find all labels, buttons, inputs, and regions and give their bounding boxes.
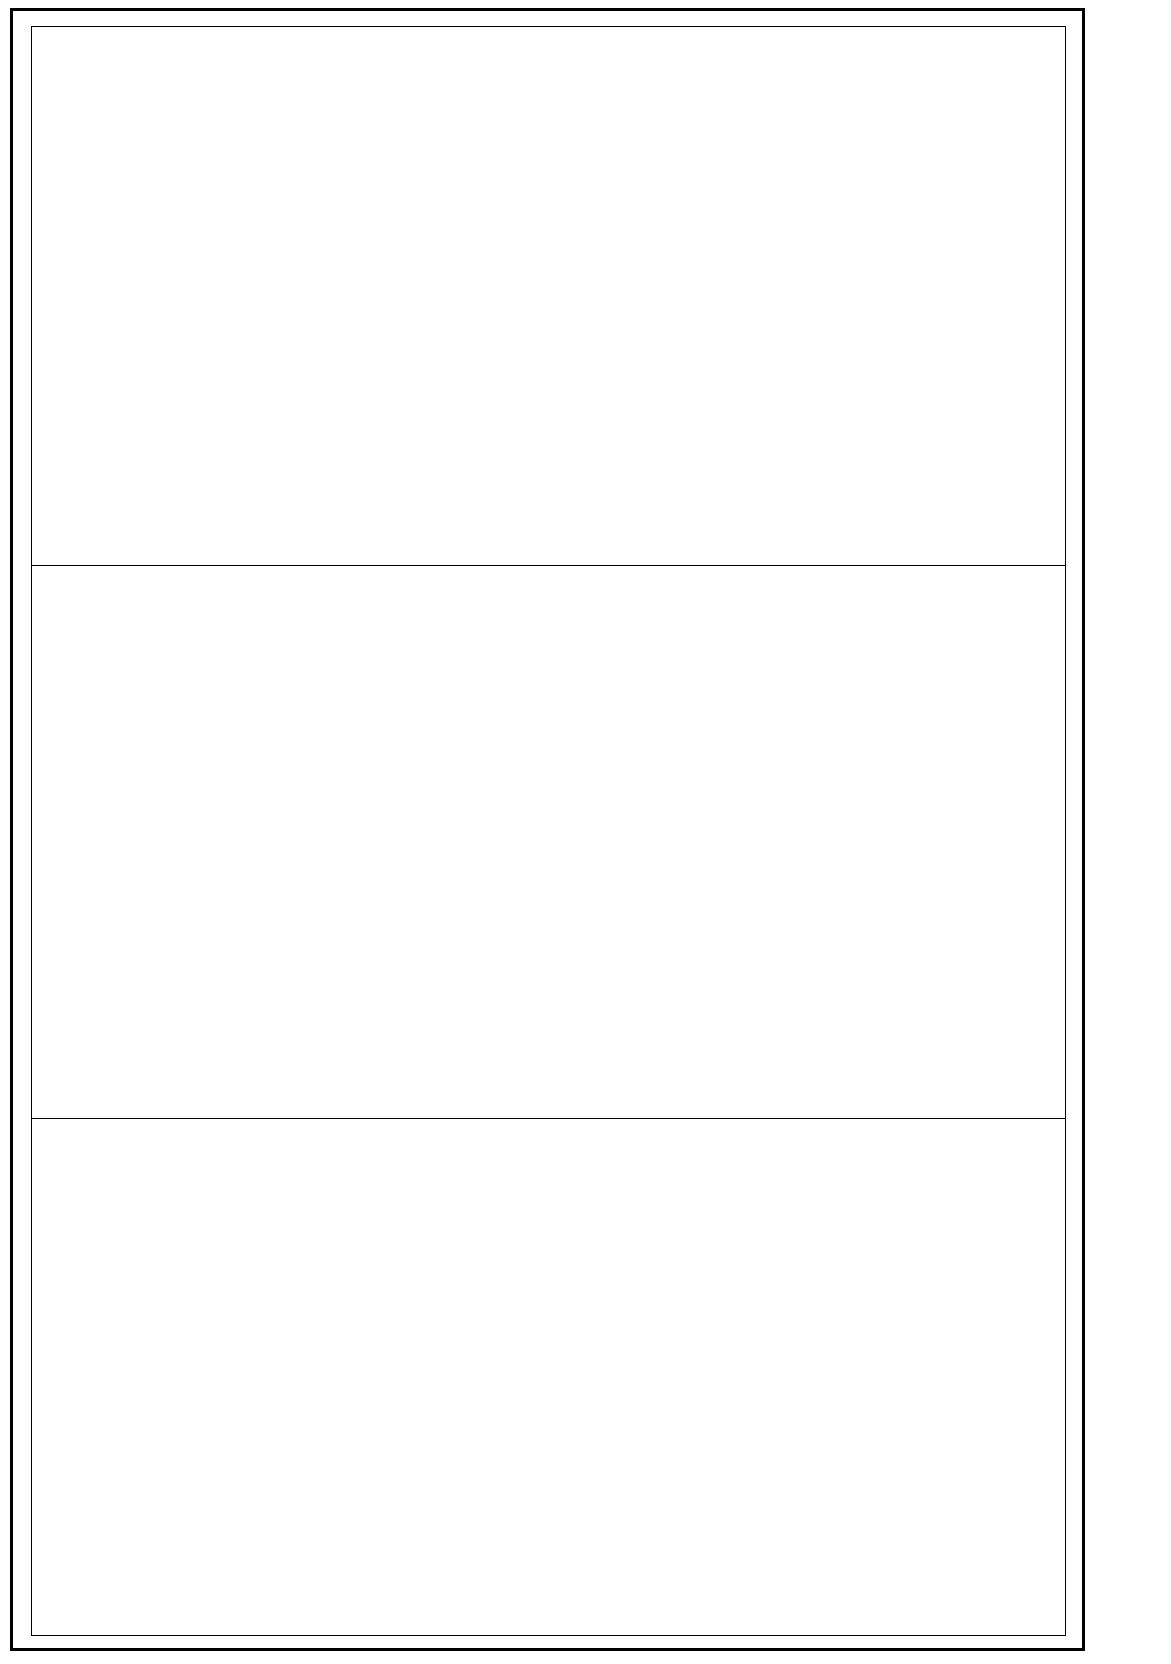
lower-section	[32, 1118, 1065, 1637]
text-area	[31, 26, 1066, 1636]
middle-section	[32, 565, 1065, 1118]
upper-section	[32, 27, 1065, 565]
page-frame	[10, 8, 1085, 1651]
